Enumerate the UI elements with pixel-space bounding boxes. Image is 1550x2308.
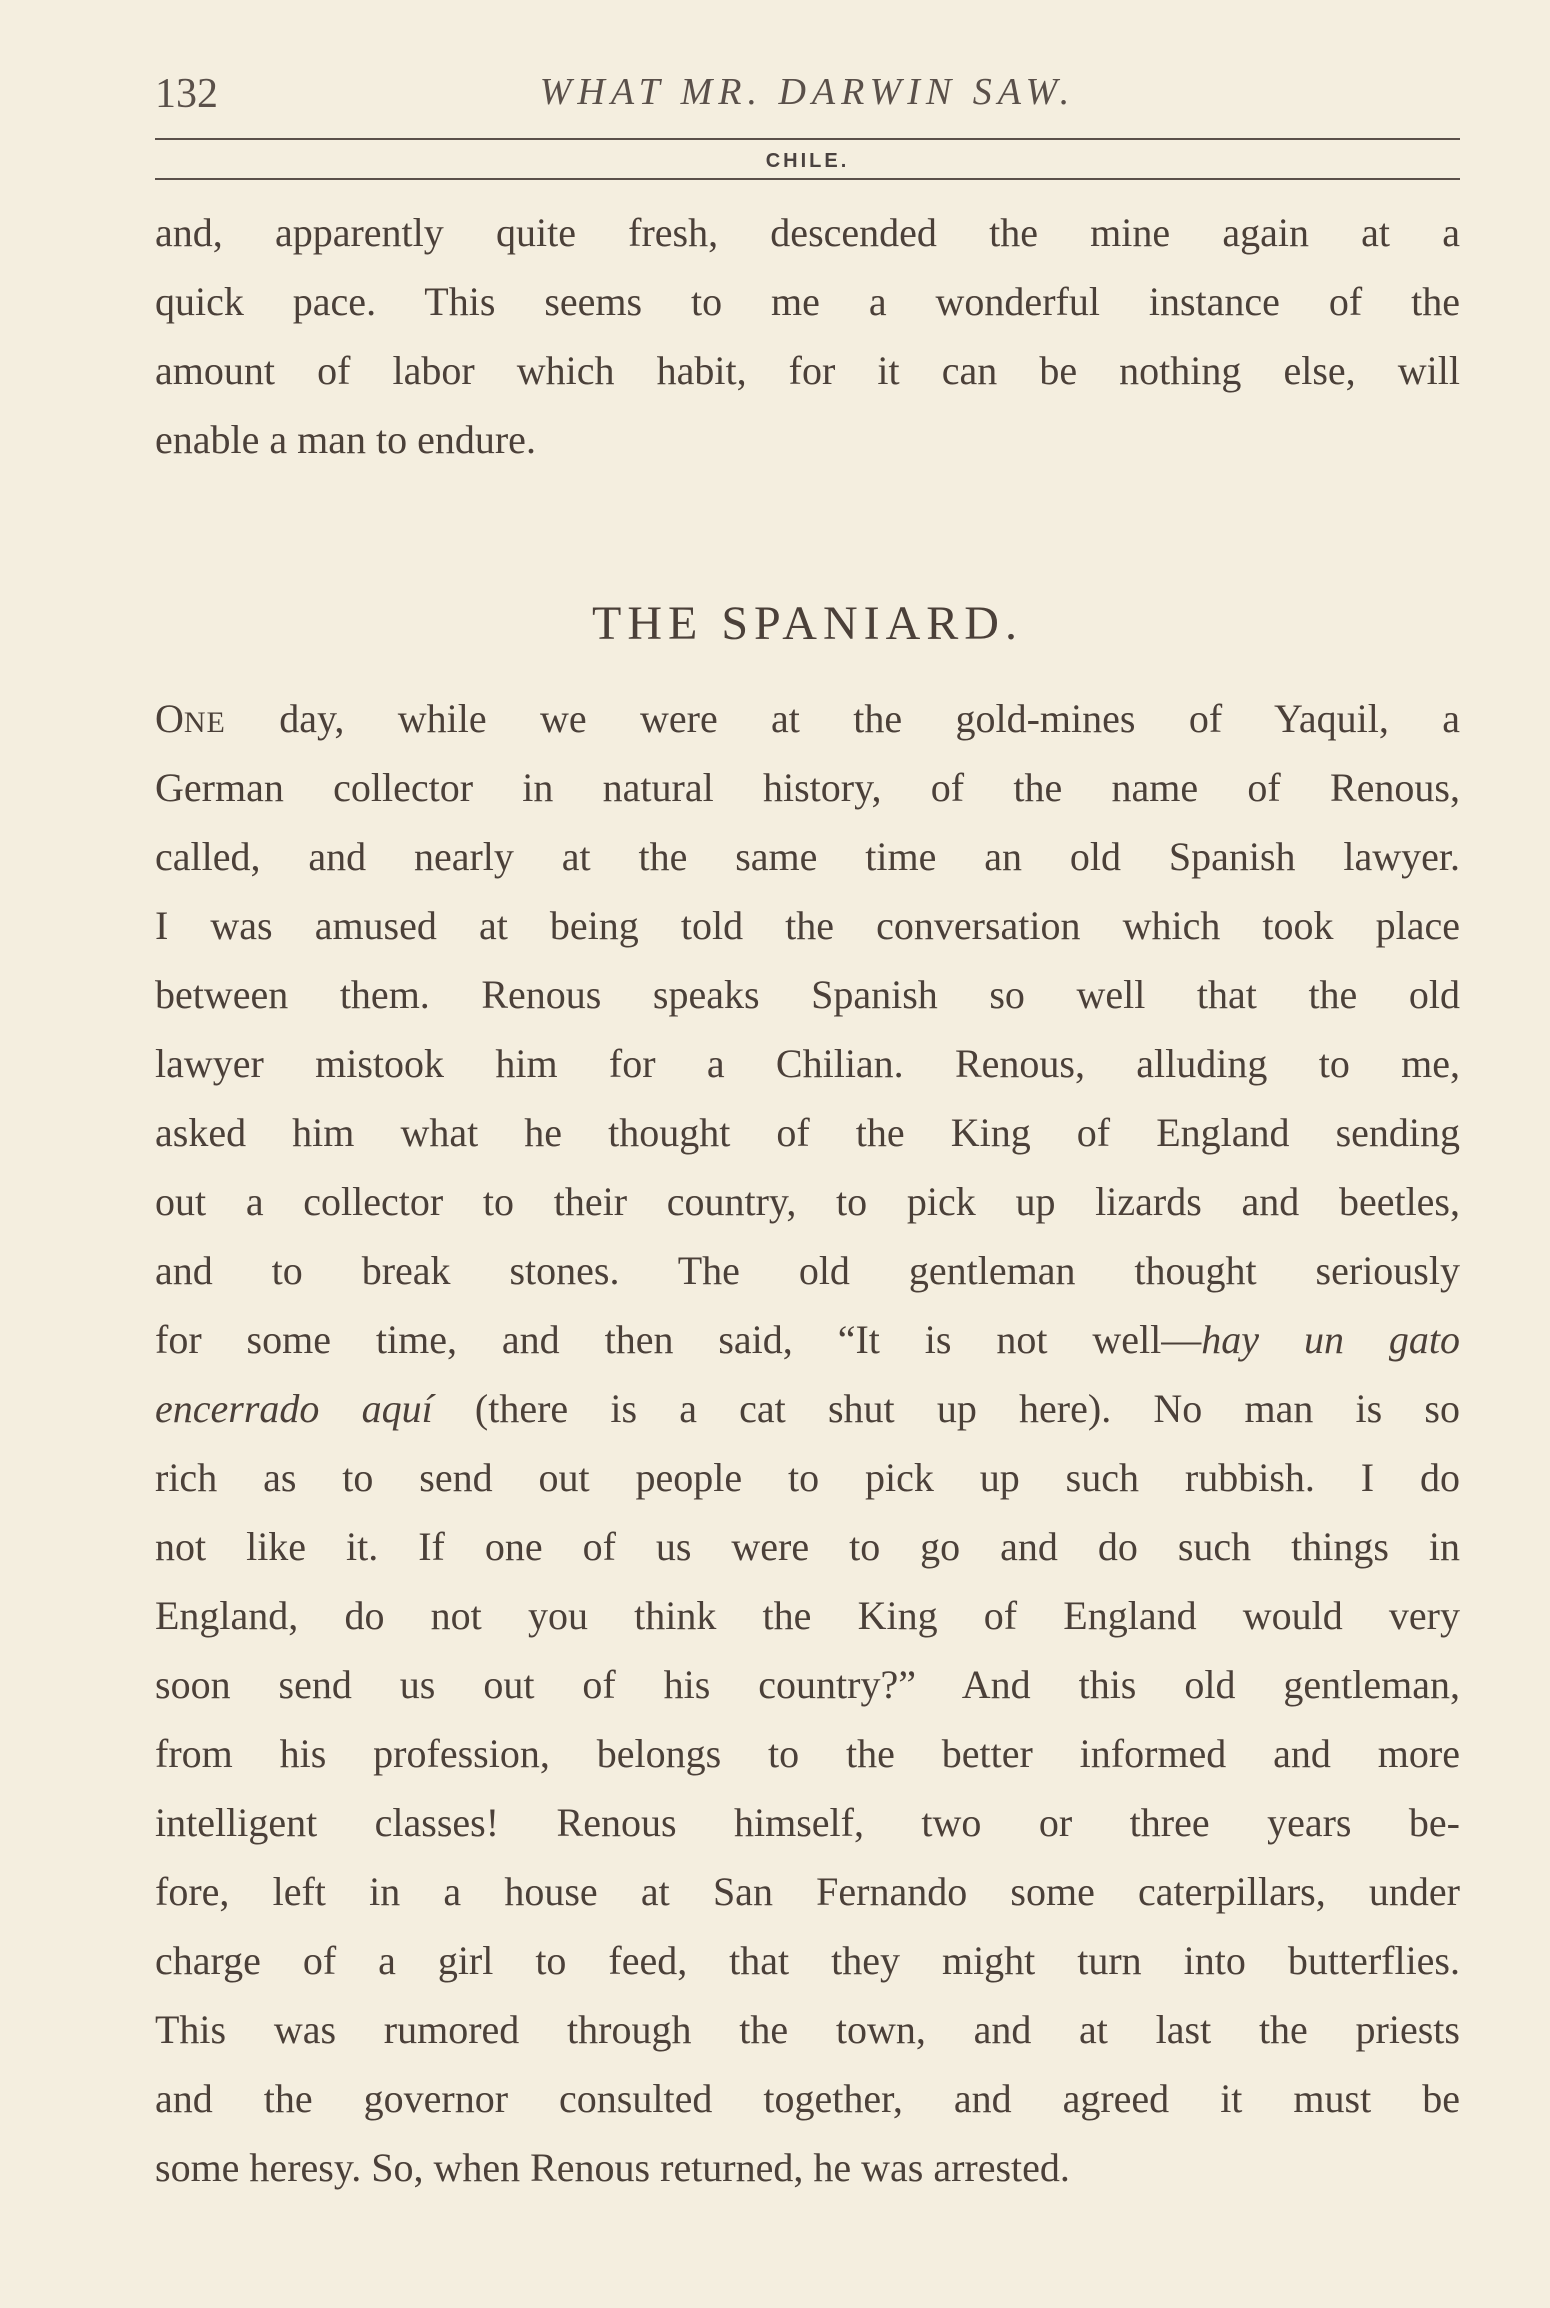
page-header [155,62,1460,122]
running-title: WHAT MR. DARWIN SAW. [539,71,1076,113]
page-number: 132 [155,71,218,117]
header-rule-bottom [155,178,1460,180]
text-line: intelligent classes! Renous himself, two or three years be- [155,1800,1460,1845]
section-label: CHILE. [765,150,850,172]
text-line: amount of labor which habit, for it can be nothing else, will [155,348,1460,393]
paragraph-continuation [155,198,1460,474]
text-line: asked him what he thought of the King of England sending [155,1110,1460,1155]
text-line: quick pace. This seems to me a wonderful instance of the [155,279,1460,324]
text-line: and, apparently quite fresh, descended the mine again at a [155,210,1460,255]
text-line: and the governor consulted together, and agreed it must be [155,2076,1460,2121]
small-caps-rest: NE [183,706,226,739]
text-line: German collector in natural history, of the name of Renous, [155,765,1460,810]
text-line: I was amused at being told the conversation which took place [155,903,1460,948]
text-run: day, while we were at the gold-mines of Yaquil, a [225,696,1460,741]
text-line: between them. Renous speaks Spanish so well that the old [155,972,1460,1017]
paragraph-spaniard [155,684,1460,2202]
small-caps-initial: O [155,696,184,741]
text-line: enable a man to endure. [155,417,536,462]
text-run: for some time, and then said, “It is not well— [155,1317,1202,1362]
text-line: from his profession, belongs to the better informed and more [155,1731,1460,1776]
text-line: lawyer mistook him for a Chilian. Renous, alluding to me, [155,1041,1460,1086]
text-run: (there is a cat shut up here). No man is so [432,1386,1460,1431]
section-heading: THE SPANIARD. [592,597,1023,650]
italic-phrase: encerrado aquí [155,1386,433,1431]
text-line: soon send us out of his country?” And this old gentleman, [155,1662,1460,1707]
header-rule-top [155,138,1460,140]
text-line [155,1305,1460,1374]
text-line: rich as to send out people to pick up such rubbish. I do [155,1455,1460,1500]
text-line: charge of a girl to feed, that they might turn into butterflies. [155,1938,1460,1983]
text-line: and to break stones. The old gentleman thought seriously [155,1248,1460,1293]
text-line [155,1374,1460,1443]
text-line: England, do not you think the King of England would very [155,1593,1460,1638]
text-line: called, and nearly at the same time an old Spanish lawyer. [155,834,1460,879]
text-line: fore, left in a house at San Fernando some caterpillars, under [155,1869,1460,1914]
italic-phrase: hay un gato [1201,1317,1460,1362]
text-line: out a collector to their country, to pick up lizards and beetles, [155,1179,1460,1224]
text-line: not like it. If one of us were to go and do such things in [155,1524,1460,1569]
text-line: some heresy. So, when Renous returned, he was arrested. [155,2145,1070,2190]
text-line: This was rumored through the town, and at last the priests [155,2007,1460,2052]
text-line [155,684,1460,753]
